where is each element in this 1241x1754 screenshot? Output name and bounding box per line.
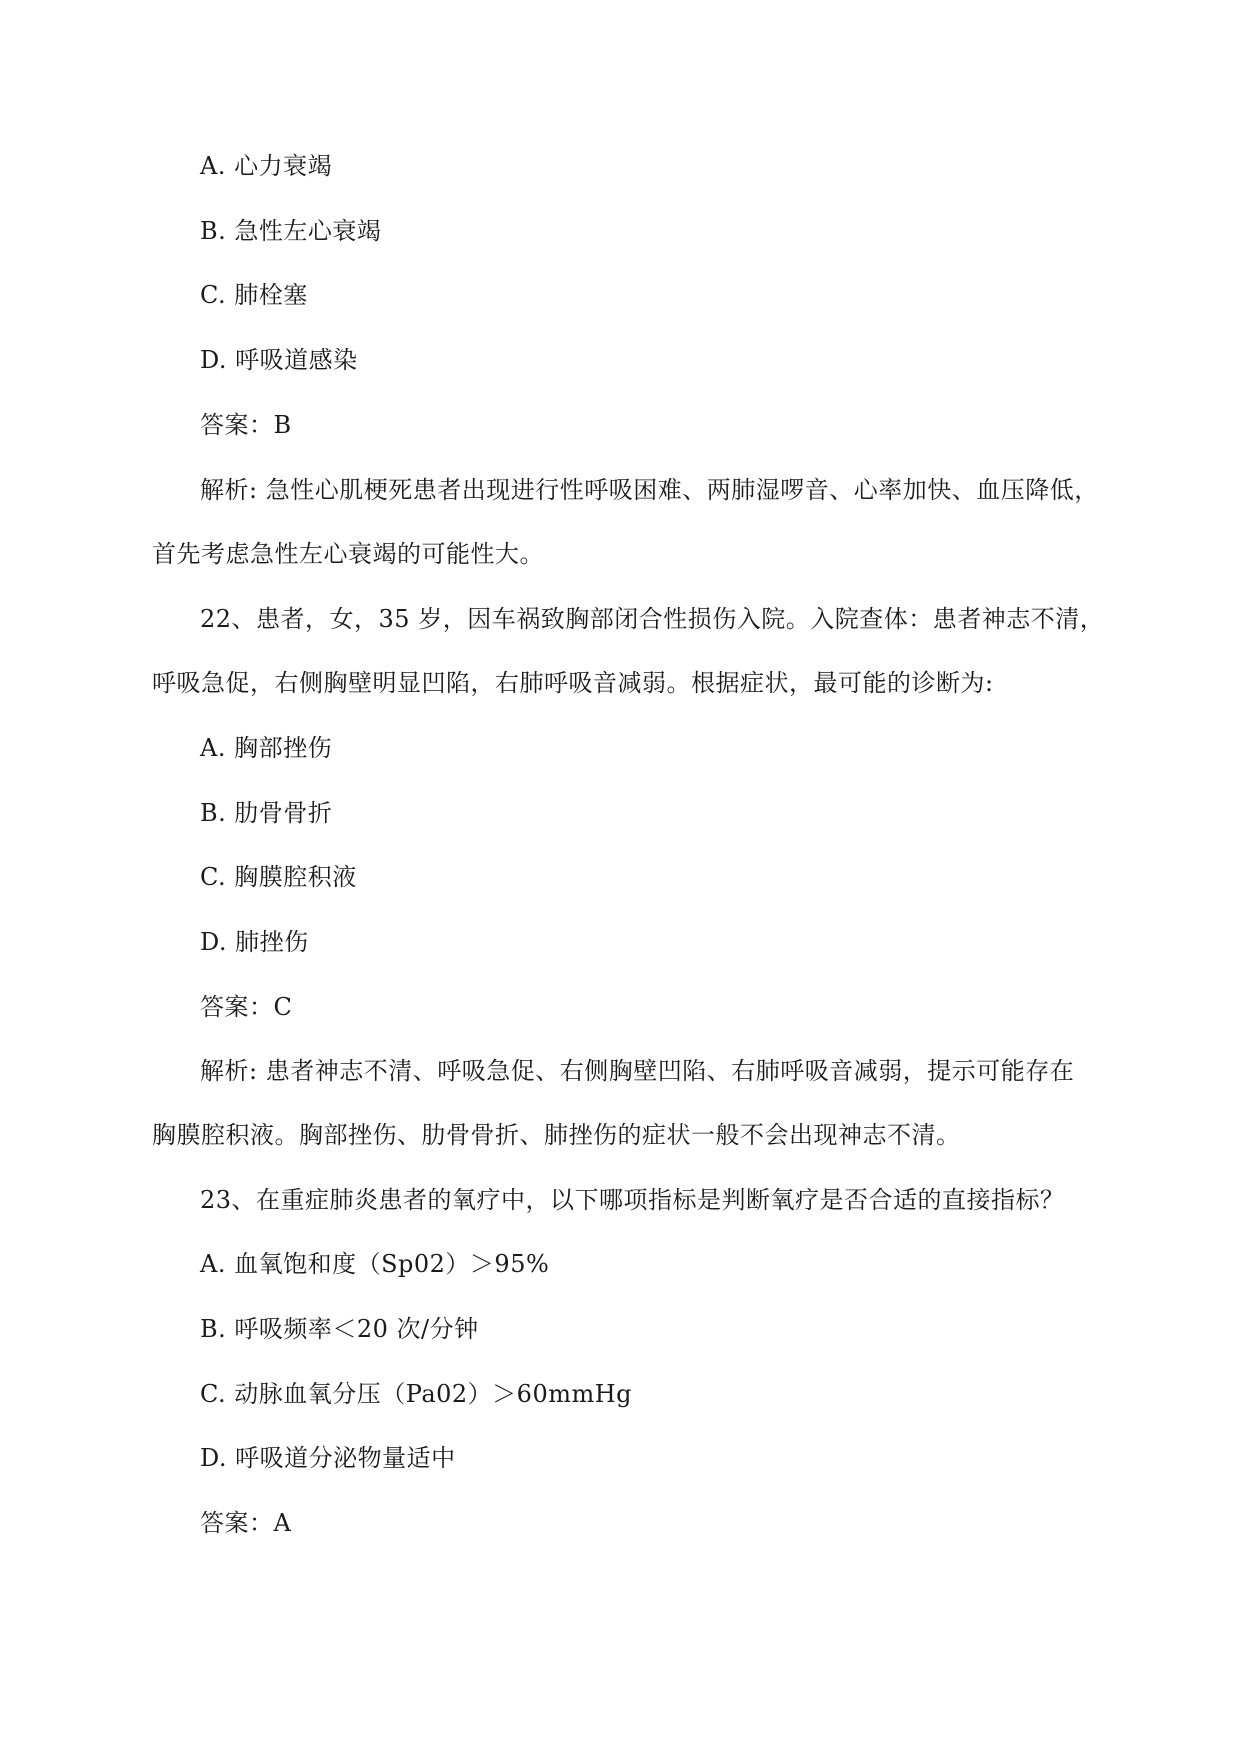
q23-option-a: A. 血氧饱和度（Sp02）＞95% [200,1250,550,1278]
q21-option-c: C. 肺栓塞 [200,281,308,309]
q21-analysis-line2: 首先考虑急性左心衰竭的可能性大。 [152,540,544,568]
q22-answer: 答案：C [200,993,293,1021]
q21-option-b: B. 急性左心衰竭 [200,217,382,245]
q22-option-d: D. 肺挫伤 [200,928,309,956]
q23-option-c: C. 动脉血氧分压（Pa02）＞60mmHg [200,1380,633,1408]
q21-option-a: A. 心力衰竭 [200,152,333,180]
q23-question: 23、在重症肺炎患者的氧疗中，以下哪项指标是判断氧疗是否合适的直接指标？ [200,1186,1065,1214]
q22-question-line1: 22、患者，女，35 岁，因车祸致胸部闭合性损伤入院。入院查体：患者神志不清， [200,605,1105,633]
q23-option-b: B. 呼吸频率＜20 次/分钟 [200,1315,479,1343]
q23-option-d: D. 呼吸道分泌物量适中 [200,1444,456,1472]
q23-answer: 答案：A [200,1509,292,1537]
q21-analysis-line1: 解析: 急性心肌梗死患者出现进行性呼吸困难、两肺湿啰音、心率加快、血压降低， [200,476,1099,504]
q22-analysis-line1: 解析: 患者神志不清、呼吸急促、右侧胸壁凹陷、右肺呼吸音减弱，提示可能存在 [200,1057,1075,1085]
q22-option-c: C. 胸膜腔积液 [200,863,357,891]
q22-option-a: A. 胸部挫伤 [200,734,333,762]
q22-option-b: B. 肋骨骨折 [200,799,333,827]
q21-answer: 答案：B [200,411,292,439]
q22-question-line2: 呼吸急促，右侧胸壁明显凹陷，右肺呼吸音减弱。根据症状，最可能的诊断为: [152,669,994,697]
q22-analysis-line2: 胸膜腔积液。胸部挫伤、肋骨骨折、肺挫伤的症状一般不会出现神志不清。 [152,1121,961,1149]
q21-option-d: D. 呼吸道感染 [200,346,358,374]
